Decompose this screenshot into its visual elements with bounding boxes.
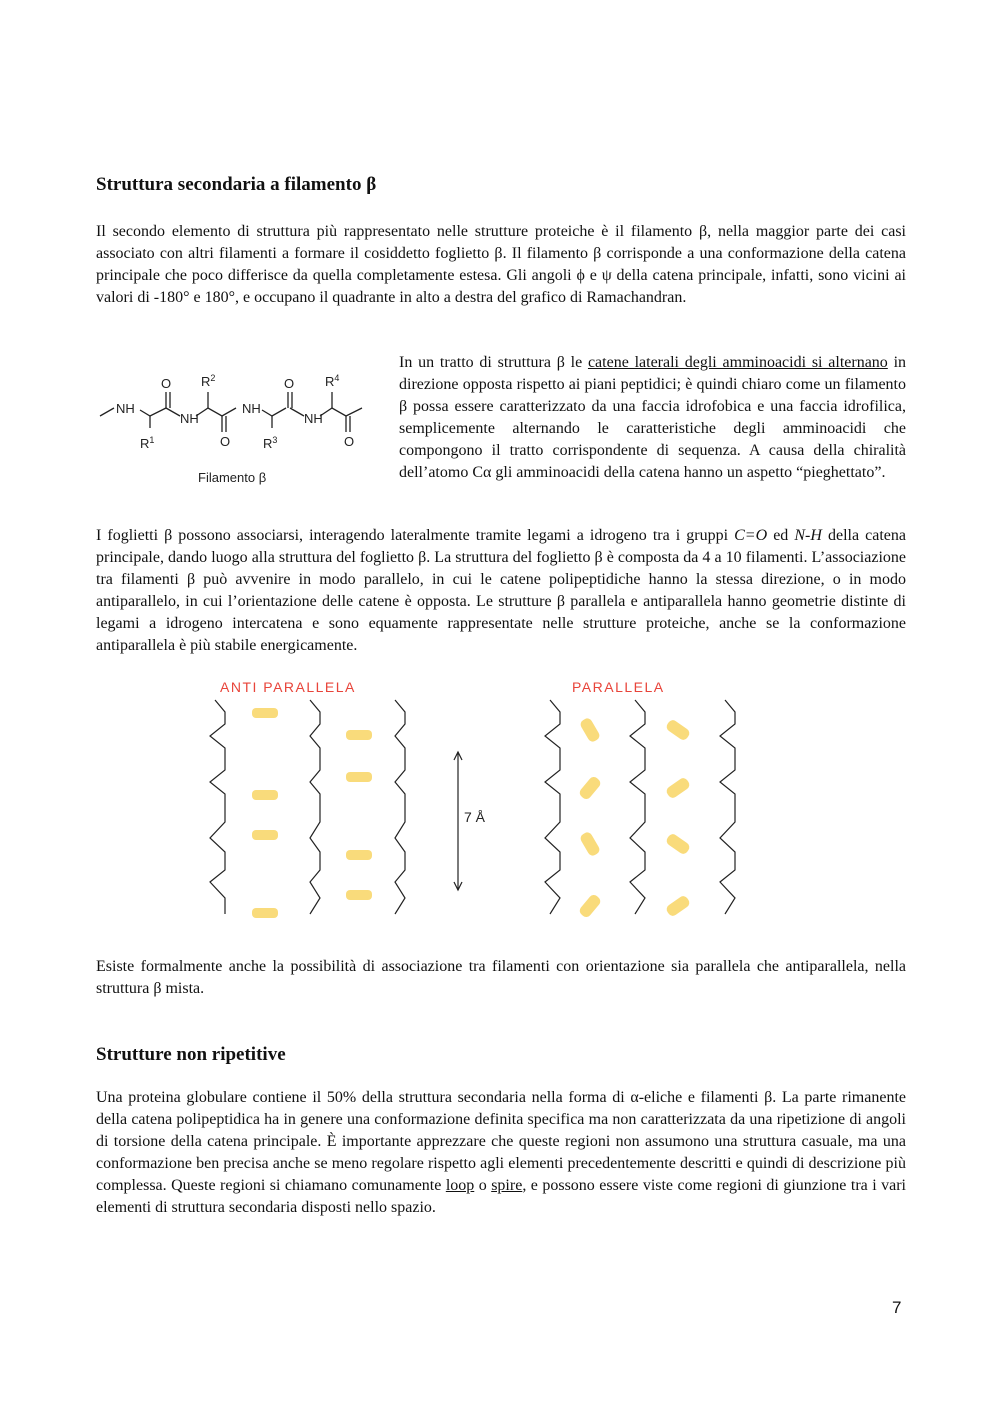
section-title-beta-strand: Struttura secondaria a filamento β — [96, 174, 377, 195]
antiparallel-hbonds — [252, 708, 372, 918]
hbond-highlight — [346, 850, 372, 860]
paragraph-sheet-association: I foglietti β possono associarsi, interagendo lateralmente tramite legami a idrogeno tra i gruppi C=O ed N-H della catena principale, dando luogo alla struttura del foglietto β. La struttura del foglietto β è composta da 4 a 10 filamenti. L’associazione tra filamenti β può avvenire in modo parallelo, in cui le catene polipeptidiche hanno la stessa direzione, o in modo antiparallelo, in cui l’orientazione delle catene è opposta. Le strutture β parallela e antiparallela hanno geometrie distinte di legami a idrogeno intercatena e sono equamente rappresentate nelle strutture proteiche, anche se la conformazione antiparallela è più stabile energicamente. — [96, 527, 906, 654]
r2-label: $R^2$ — [201, 373, 216, 389]
hbond-highlight — [346, 772, 372, 782]
paragraph-beta-intro: Il secondo elemento di struttura più rappresentato nelle strutture proteiche è il filamento β, nella maggior parte dei casi associato con altri filamenti a formare il cosiddetto foglietto β. Il filamento β corrisponde a una conformazione della catena principale che poco differisce da quella completamente estesa. Gli angoli ϕ e ψ della catena principale, infatti, sono vicini ai valori di -180° e 180°, e occupano il quadrante in alto a destra del grafico di Ramachandran. — [96, 223, 906, 306]
section-title-non-repetitive: Strutture non ripetitive — [96, 1044, 286, 1065]
hbond-highlight — [252, 908, 278, 918]
hbond-highlight — [252, 830, 278, 840]
paragraph-non-repetitive: Una proteina globulare contiene il 50% della struttura secondaria nella forma di α-eliche e filamenti β. La parte rimanente della catena polipeptidica ha in genere una conformazione definita specifica ma non caratterizzata da una ripetizione di angoli di torsione della catena principale. È importante apprezzare che queste regioni non assumono una struttura casuale, ma una conformazione ben precisa anche se meno regolare rispetto agli elementi precedentemente descritti e quindi di descrizione più complessa. Queste regioni si chiamano comunamente loop o spire, e possono essere viste come regioni di giunzione tra i vari elementi di struttura secondaria disposti nello spazio. — [96, 1089, 907, 1216]
hbond-highlight — [252, 790, 278, 800]
hbond-highlight — [665, 776, 692, 800]
label-parallel: PARALLELA — [572, 679, 665, 695]
beta-strand-figure — [96, 368, 386, 493]
distance-label: 7 Å — [464, 809, 486, 825]
nh-label-4: NH — [304, 411, 323, 426]
label-antiparallel: ANTI PARALLELA — [220, 679, 356, 695]
hbond-highlight — [579, 717, 601, 744]
carbonyl-o-2: O — [220, 434, 231, 449]
paragraph-side-chains: In un tratto di struttura β le catene laterali degli amminoacidi si alternano in direzione opposta rispetto ai piani peptidici; è quindi chiaro come un filamento β possa essere caratterizzato da una faccia idrofobica e una faccia idrofilica, semplicemente alternando le caratteristiche degli amminoacidi che compongono il tratto corrispondente di sequenza. A causa della chiralità dell’atomo Cα gli amminoacidi della catena hanno un aspetto “pieghettato”. — [399, 354, 907, 481]
nh-label-2: NH — [180, 411, 199, 426]
underlined-loop: loop — [445, 1177, 475, 1194]
hbond-highlight — [346, 730, 372, 740]
hbond-highlight — [578, 893, 603, 919]
hbond-highlight — [665, 718, 692, 742]
parallel-hbonds — [578, 717, 692, 919]
hbond-highlight — [346, 890, 372, 900]
carbonyl-o-1: O — [161, 376, 172, 391]
nh-label-3: NH — [242, 401, 261, 416]
parallel-strands — [545, 700, 735, 914]
beta-sheet-figure — [180, 672, 800, 942]
figure-caption: Filamento β — [198, 470, 267, 485]
paragraph-mixed-sheet: Esiste formalmente anche la possibilità di associazione tra filamenti con orientazione sia parallela che antiparallela, nella struttura β mista. — [96, 958, 906, 997]
carbonyl-o-3: O — [284, 376, 295, 391]
hbond-highlight — [665, 894, 692, 918]
underlined-side-chains: catene laterali degli amminoacidi si alternano — [587, 354, 888, 371]
hbond-highlight — [578, 775, 603, 801]
r4-label: $R^4$ — [325, 373, 340, 389]
antiparallel-strands — [210, 700, 405, 914]
nh-label-1: NH — [116, 401, 135, 416]
underlined-spire: spire — [491, 1177, 523, 1194]
carbonyl-o-4: O — [344, 434, 355, 449]
hbond-highlight — [665, 832, 692, 856]
page-number: 7 — [892, 1298, 902, 1317]
r3-label: $R^3$ — [263, 435, 278, 451]
hbond-highlight — [579, 831, 601, 858]
r1-label: $R^1$ — [140, 435, 155, 451]
distance-arrow — [454, 752, 462, 890]
hbond-highlight — [252, 708, 278, 718]
